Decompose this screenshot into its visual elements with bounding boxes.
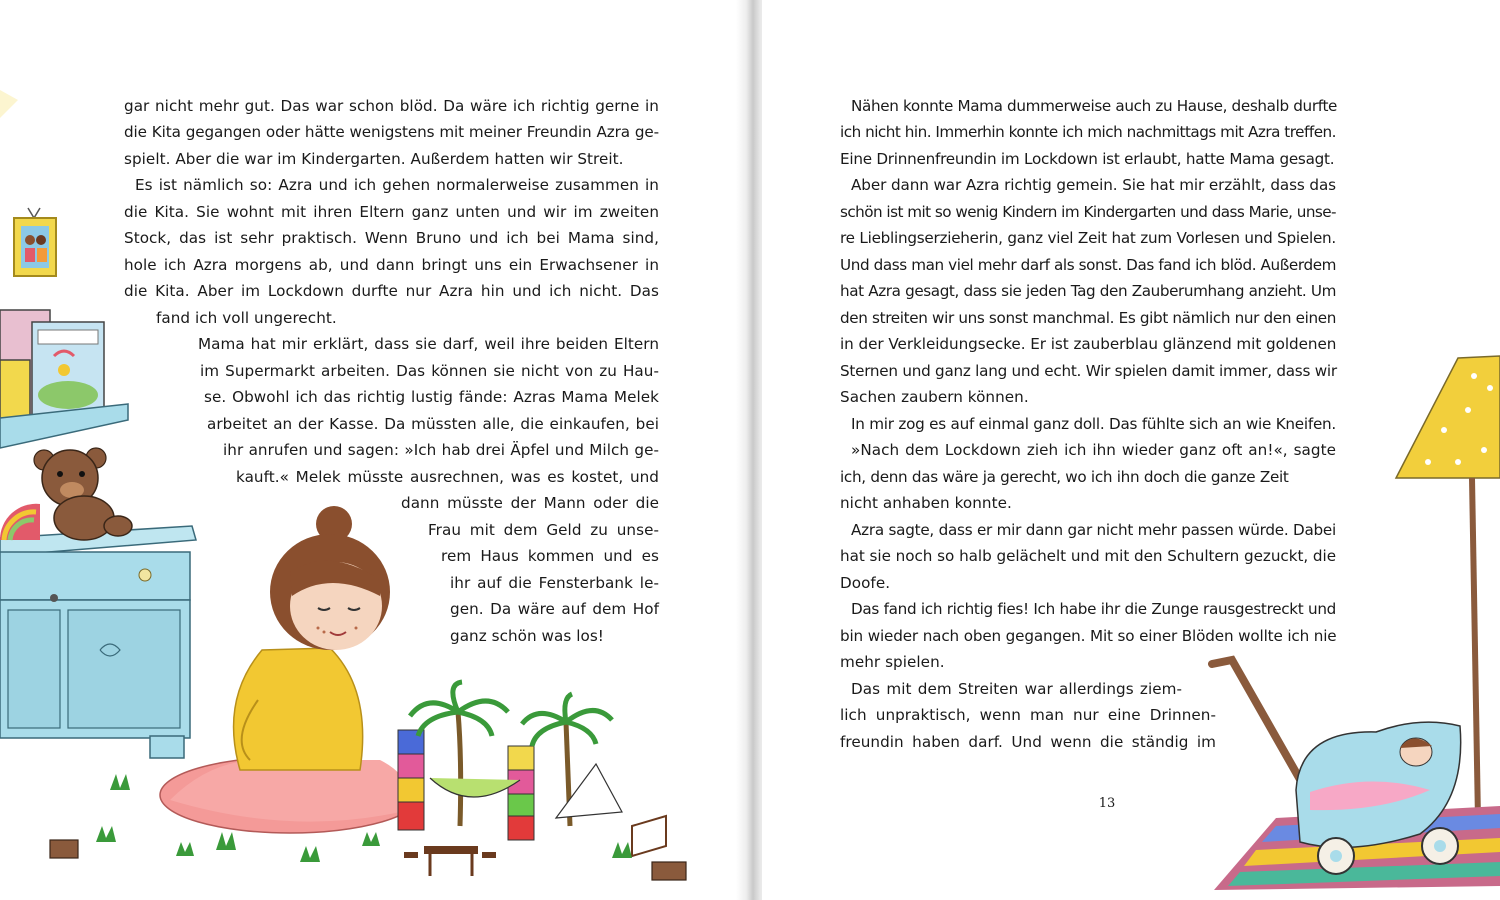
text-line: ihr anrufen und sagen: »Ich hab drei Äpfel und Milch ge- (223, 441, 659, 459)
picture-frame-icon (14, 208, 56, 276)
text-line: Frau mit dem Geld zu unse- (428, 521, 659, 539)
text-line: In mir zog es auf einmal ganz doll. Das fühlte sich an wie Kneifen. (851, 415, 1336, 433)
text-line: se. Obwohl ich das richtig lustig fände: Azras Mama Melek (204, 388, 659, 406)
girl-icon (160, 506, 420, 833)
doll-pram-icon (1212, 660, 1461, 874)
text-line: kauft.« Melek müsste ausrechnen, was es kostet, und (236, 468, 659, 486)
text-line: den streiten wir uns sonst manchmal. Es gibt nämlich nur den einen (840, 309, 1336, 327)
text-line: Doofe. (840, 574, 891, 592)
text-line: spielt. Aber die war im Kindergarten. Außerdem hatten wir Streit. (124, 150, 624, 168)
text-line: re Lieblingserzieherin, ganz viel Zeit hat zum Vorlesen und Spielen. (840, 229, 1336, 247)
text-line: ganz schön was los! (450, 627, 604, 645)
text-line: in der Verkleidungsecke. Er ist zauberblau glänzend mit goldenen (840, 335, 1337, 353)
teddy-bear-icon (34, 448, 132, 540)
text-line: bin wieder nach oben gegangen. Mit so einer Blöden wollte ich nie (840, 627, 1337, 645)
text-line: freundin haben darf. Und wenn die ständig im (840, 733, 1216, 751)
left-page (0, 0, 748, 900)
text-line: gar nicht mehr gut. Das war schon blöd. Da wäre ich richtig gerne in (124, 97, 659, 115)
text-line: im Supermarkt arbeiten. Das können sie nicht von zu Hau- (200, 362, 659, 380)
text-line: Azra sagte, dass er mir dann gar nicht mehr passen würde. Dabei (851, 521, 1336, 539)
right-page (762, 0, 1500, 900)
text-line: Es ist nämlich so: Azra und ich gehen normalerweise zusammen in (135, 176, 659, 194)
text-line: mehr spielen. (840, 653, 945, 671)
text-line: lich unpraktisch, wenn man nur eine Drinnen- (840, 706, 1216, 724)
text-line: Mama hat mir erklärt, dass sie darf, weil ihre beiden Eltern (198, 335, 659, 353)
text-line: Nähen konnte Mama dummerweise auch zu Hause, deshalb durfte (851, 97, 1338, 115)
text-line: die Kita. Aber im Lockdown durfte nur Azra hin und ich nicht. Das (124, 282, 659, 300)
text-line: Das mit dem Streiten war allerdings ziem- (851, 680, 1182, 698)
text-line: Das fand ich richtig fies! Ich habe ihr die Zunge rausgestreckt und (851, 600, 1336, 618)
text-line: rem Haus kommen und es (441, 547, 659, 565)
text-line: Sternen und ganz lang und echt. Wir spielen damit immer, dass wir (840, 362, 1337, 380)
text-line: hole ich Azra morgens ab, und dann bringt uns ein Erwachsener in (124, 256, 659, 274)
text-line: ihr auf die Fensterbank le- (450, 574, 659, 592)
page-number: 13 (1098, 796, 1116, 811)
text-line: ich nicht hin. Immerhin konnte ich mich nachmittags mit Azra treffen. (840, 123, 1336, 141)
text-line: Und dass man viel mehr darf als sonst. Das fand ich blöd. Außerdem (840, 256, 1337, 274)
dresser-icon (0, 526, 196, 758)
text-line: hat Azra gesagt, dass sie jeden Tag den Zauberumhang anzieht. Um (840, 282, 1336, 300)
text-line: die Kita. Sie wohnt mit ihren Eltern ganz unten und wir im zweiten (124, 203, 659, 221)
text-line: nicht anhaben konnte. (840, 494, 1012, 512)
text-line: Aber dann war Azra richtig gemein. Sie hat mir erzählt, dass das (851, 176, 1336, 194)
toy-rainbow-icon (0, 504, 40, 540)
text-line: dann müsste der Mann oder die (401, 494, 659, 512)
text-line: ich, denn das wäre ja gerecht, wo ich ihn doch die ganze Zeit (840, 468, 1289, 486)
text-line: schön ist mit so wenig Kindern im Kindergarten und dass Marie, unse- (840, 203, 1336, 221)
text-line: fand ich voll ungerecht. (156, 309, 337, 327)
text-line: Eine Drinnenfreundin im Lockdown ist erlaubt, hatte Mama gesagt. (840, 150, 1335, 168)
text-line: Stock, das ist sehr praktisch. Wenn Bruno und ich bei Mama sind, (124, 229, 659, 247)
text-line: hat sie noch so halb gelächelt und mit den Schultern gezuckt, die (840, 547, 1336, 565)
text-line: die Kita gegangen oder hätte wenigstens mit meiner Freundin Azra ge- (124, 123, 659, 141)
text-line: »Nach dem Lockdown zieh ich ihn wieder ganz oft an!«, sagte (851, 441, 1336, 459)
text-line: Sachen zaubern können. (840, 388, 1029, 406)
books-icon (0, 310, 104, 422)
sparkle-icon (0, 90, 18, 118)
text-line: gen. Da wäre auf dem Hof (450, 600, 659, 618)
text-line: arbeitet an der Kasse. Da müssten alle, die einkaufen, bei (207, 415, 659, 433)
